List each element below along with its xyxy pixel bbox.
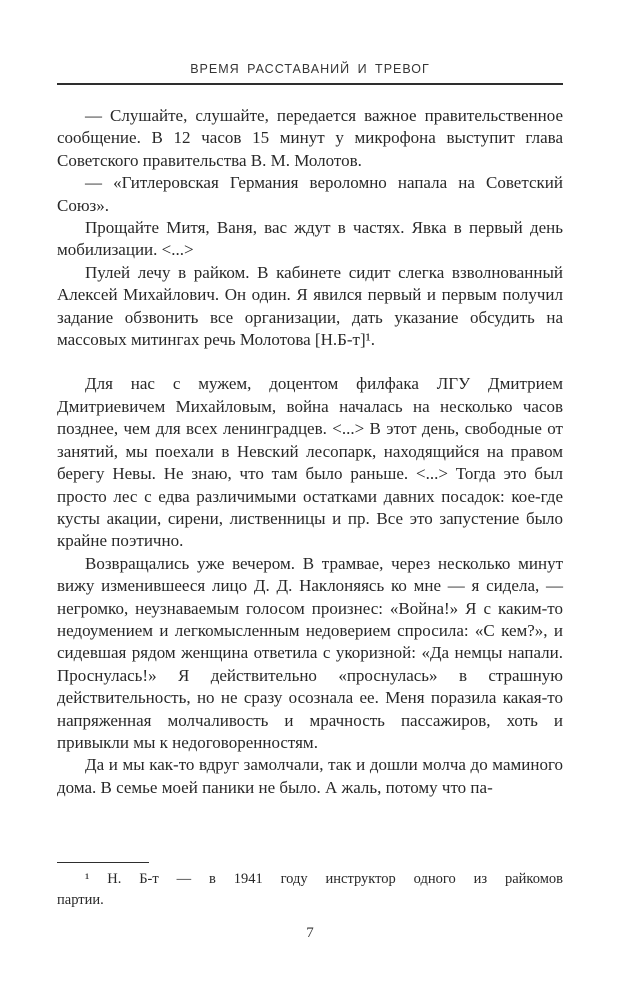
page-header: [57, 62, 563, 85]
running-header: ВРЕМЯ РАССТАВАНИЙ И ТРЕВОГ: [190, 62, 430, 76]
page-footer: [57, 911, 563, 942]
footnote-text: партии.: [57, 892, 104, 908]
footnote-text: ¹ Н. Б-т — в 1941 году инструктор одного из райкомов: [85, 871, 563, 887]
footnote-area: [57, 862, 563, 911]
paragraph: — Слушайте, слушайте, передается важное правительственное сообщение. В 12 часов 15 минут у микрофона выступит глава Советского правительства В. М. Молотов.: [57, 106, 563, 170]
paragraph: Для нас с мужем, доцентом филфака ЛГУ Дмитрием Дмитриевичем Михайловым, война началась на несколько часов позднее, чем для всех ленинградцев. <...> В этот день, свободные от занятий, мы поехали в Невский лесопарк, находящийся на правом берегу Невы. Не знаю, что там было раньше. <...> Тогда это был просто лес с едва различимыми остатками давних посадок: кое-где кусты акации, сирени, лиственницы и пр. Все это запустение было крайне поэтично.: [57, 374, 563, 551]
page-body: [57, 105, 563, 799]
footnote-separator: [57, 862, 149, 863]
header-rule: [57, 83, 563, 85]
page-number: 7: [306, 925, 314, 941]
paragraph: — «Гитлеровская Германия вероломно напала на Советский Союз».: [57, 173, 563, 215]
paragraph: Да и мы как-то вдруг замолчали, так и дошли молча до маминого дома. В семье моей паники не было. А жаль, потому что па-: [57, 755, 563, 797]
paragraph: Возвращались уже вечером. В трамвае, через несколько минут вижу изменившееся лицо Д. Д. Наклоняясь ко мне — я сидела, — негромко, неузнаваемым голосом произнес: «Война!» Я с каким-то недоумением и легкомысленным недоверием спросила: «С кем?», и сидевшая рядом женщина ответила с укоризной: «Да немцы напали. Проснулась!» Я действительно «проснулась» в страшную действительность, но не сразу осознала ее. Меня поразила какая-то напряженная молчаливость и мрачность пассажиров, хоть и привыкли мы к недоговоренностям.: [57, 553, 563, 752]
paragraph: Пулей лечу в райком. В кабинете сидит слегка взволнованный Алексей Михайлович. Он один. Я явился первый и первым получил задание обзвонить все организации, дать указание обсудить на массовых митингах речь Молотова [Н.Б-т]¹.: [57, 262, 563, 350]
paragraph: Прощайте Митя, Ваня, вас ждут в частях. Явка в первый день мобилизации. <...>: [57, 218, 563, 260]
